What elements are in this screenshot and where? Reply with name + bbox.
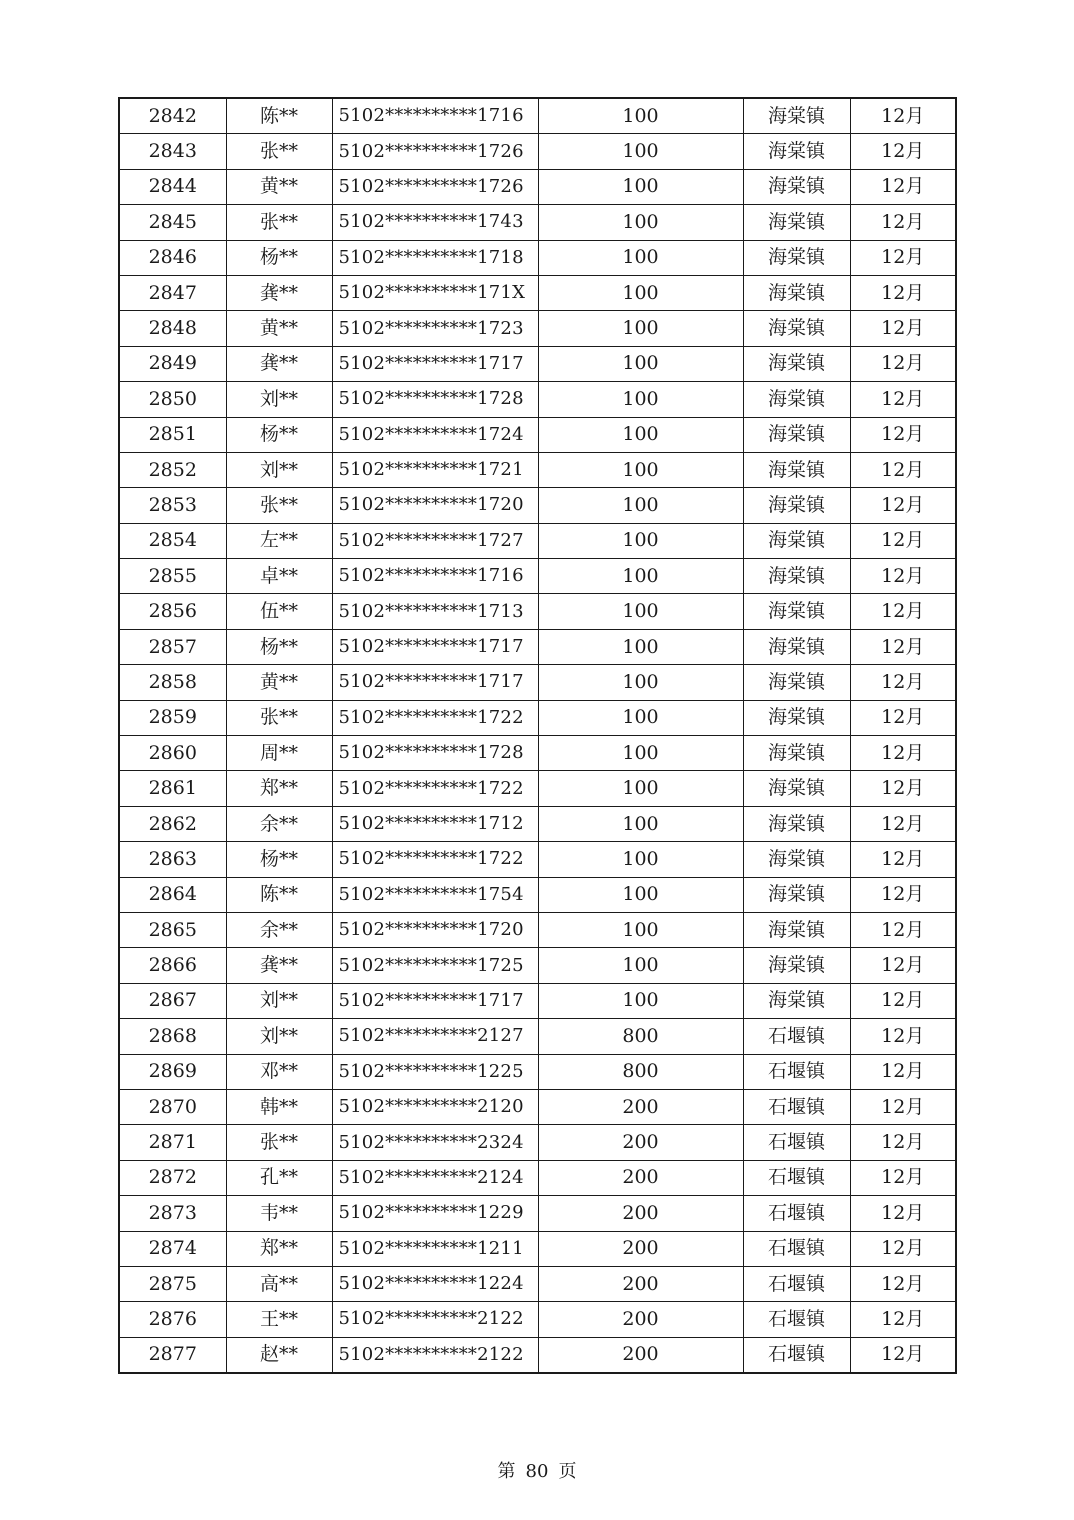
town-cell: 海棠镇 bbox=[743, 311, 850, 346]
name-cell: 高** bbox=[226, 1266, 332, 1301]
town-cell: 石堰镇 bbox=[743, 1019, 850, 1054]
month-cell: 12月 bbox=[850, 275, 956, 310]
month-cell: 12月 bbox=[850, 169, 956, 204]
id-number-cell: 5102**********1726 bbox=[332, 134, 538, 169]
table-row bbox=[119, 382, 956, 417]
amount-cell: 100 bbox=[538, 346, 743, 381]
serial-cell: 2844 bbox=[119, 169, 226, 204]
town-cell: 海棠镇 bbox=[743, 629, 850, 664]
serial-cell: 2850 bbox=[119, 382, 226, 417]
month-cell: 12月 bbox=[850, 912, 956, 947]
serial-cell: 2872 bbox=[119, 1160, 226, 1195]
table-row bbox=[119, 311, 956, 346]
table-row bbox=[119, 205, 956, 240]
month-cell: 12月 bbox=[850, 665, 956, 700]
name-cell: 周** bbox=[226, 736, 332, 771]
amount-cell: 100 bbox=[538, 629, 743, 664]
town-cell: 海棠镇 bbox=[743, 240, 850, 275]
id-number-cell: 5102**********1720 bbox=[332, 912, 538, 947]
serial-cell: 2847 bbox=[119, 275, 226, 310]
town-cell: 海棠镇 bbox=[743, 877, 850, 912]
town-cell: 石堰镇 bbox=[743, 1196, 850, 1231]
table-row bbox=[119, 346, 956, 381]
town-cell: 石堰镇 bbox=[743, 1160, 850, 1195]
town-cell: 海棠镇 bbox=[743, 134, 850, 169]
name-cell: 左** bbox=[226, 523, 332, 558]
serial-cell: 2854 bbox=[119, 523, 226, 558]
id-number-cell: 5102**********1743 bbox=[332, 205, 538, 240]
month-cell: 12月 bbox=[850, 488, 956, 523]
name-cell: 黄** bbox=[226, 169, 332, 204]
serial-cell: 2862 bbox=[119, 806, 226, 841]
town-cell: 海棠镇 bbox=[743, 842, 850, 877]
amount-cell: 100 bbox=[538, 275, 743, 310]
month-cell: 12月 bbox=[850, 806, 956, 841]
serial-cell: 2846 bbox=[119, 240, 226, 275]
name-cell: 张** bbox=[226, 205, 332, 240]
month-cell: 12月 bbox=[850, 382, 956, 417]
town-cell: 海棠镇 bbox=[743, 736, 850, 771]
amount-cell: 200 bbox=[538, 1302, 743, 1337]
name-cell: 伍** bbox=[226, 594, 332, 629]
id-number-cell: 5102**********1725 bbox=[332, 948, 538, 983]
town-cell: 石堰镇 bbox=[743, 1231, 850, 1266]
id-number-cell: 5102**********1717 bbox=[332, 665, 538, 700]
amount-cell: 100 bbox=[538, 382, 743, 417]
serial-cell: 2875 bbox=[119, 1266, 226, 1301]
id-number-cell: 5102**********2122 bbox=[332, 1302, 538, 1337]
amount-cell: 100 bbox=[538, 98, 743, 134]
name-cell: 张** bbox=[226, 700, 332, 735]
name-cell: 龚** bbox=[226, 948, 332, 983]
town-cell: 海棠镇 bbox=[743, 594, 850, 629]
id-number-cell: 5102**********1717 bbox=[332, 629, 538, 664]
town-cell: 海棠镇 bbox=[743, 417, 850, 452]
amount-cell: 100 bbox=[538, 771, 743, 806]
name-cell: 赵** bbox=[226, 1337, 332, 1373]
name-cell: 杨** bbox=[226, 417, 332, 452]
id-number-cell: 5102**********1723 bbox=[332, 311, 538, 346]
amount-cell: 200 bbox=[538, 1089, 743, 1124]
month-cell: 12月 bbox=[850, 1337, 956, 1373]
month-cell: 12月 bbox=[850, 1160, 956, 1195]
serial-cell: 2870 bbox=[119, 1089, 226, 1124]
amount-cell: 100 bbox=[538, 311, 743, 346]
amount-cell: 200 bbox=[538, 1231, 743, 1266]
amount-cell: 100 bbox=[538, 417, 743, 452]
name-cell: 韩** bbox=[226, 1089, 332, 1124]
amount-cell: 100 bbox=[538, 452, 743, 487]
name-cell: 孔** bbox=[226, 1160, 332, 1195]
town-cell: 石堰镇 bbox=[743, 1266, 850, 1301]
name-cell: 陈** bbox=[226, 98, 332, 134]
table-row bbox=[119, 417, 956, 452]
month-cell: 12月 bbox=[850, 629, 956, 664]
month-cell: 12月 bbox=[850, 983, 956, 1018]
month-cell: 12月 bbox=[850, 700, 956, 735]
serial-cell: 2861 bbox=[119, 771, 226, 806]
table-row bbox=[119, 1089, 956, 1124]
town-cell: 石堰镇 bbox=[743, 1089, 850, 1124]
table-row bbox=[119, 169, 956, 204]
month-cell: 12月 bbox=[850, 98, 956, 134]
amount-cell: 100 bbox=[538, 594, 743, 629]
amount-cell: 100 bbox=[538, 205, 743, 240]
id-number-cell: 5102**********1722 bbox=[332, 771, 538, 806]
town-cell: 海棠镇 bbox=[743, 169, 850, 204]
amount-cell: 100 bbox=[538, 806, 743, 841]
month-cell: 12月 bbox=[850, 877, 956, 912]
id-number-cell: 5102**********1716 bbox=[332, 98, 538, 134]
amount-cell: 200 bbox=[538, 1337, 743, 1373]
serial-cell: 2860 bbox=[119, 736, 226, 771]
serial-cell: 2874 bbox=[119, 1231, 226, 1266]
town-cell: 海棠镇 bbox=[743, 382, 850, 417]
month-cell: 12月 bbox=[850, 346, 956, 381]
amount-cell: 200 bbox=[538, 1160, 743, 1195]
amount-cell: 100 bbox=[538, 240, 743, 275]
serial-cell: 2873 bbox=[119, 1196, 226, 1231]
id-number-cell: 5102**********2127 bbox=[332, 1019, 538, 1054]
serial-cell: 2869 bbox=[119, 1054, 226, 1089]
name-cell: 郑** bbox=[226, 771, 332, 806]
table-row bbox=[119, 877, 956, 912]
table-row bbox=[119, 1054, 956, 1089]
serial-cell: 2864 bbox=[119, 877, 226, 912]
serial-cell: 2853 bbox=[119, 488, 226, 523]
name-cell: 黄** bbox=[226, 311, 332, 346]
id-number-cell: 5102**********1727 bbox=[332, 523, 538, 558]
serial-cell: 2876 bbox=[119, 1302, 226, 1337]
month-cell: 12月 bbox=[850, 1302, 956, 1337]
serial-cell: 2857 bbox=[119, 629, 226, 664]
table-row bbox=[119, 1196, 956, 1231]
id-number-cell: 5102**********2122 bbox=[332, 1337, 538, 1373]
name-cell: 张** bbox=[226, 134, 332, 169]
id-number-cell: 5102**********2120 bbox=[332, 1089, 538, 1124]
town-cell: 石堰镇 bbox=[743, 1302, 850, 1337]
serial-cell: 2877 bbox=[119, 1337, 226, 1373]
name-cell: 余** bbox=[226, 912, 332, 947]
name-cell: 刘** bbox=[226, 382, 332, 417]
table-row bbox=[119, 806, 956, 841]
id-number-cell: 5102**********1712 bbox=[332, 806, 538, 841]
table-row bbox=[119, 1019, 956, 1054]
table-row bbox=[119, 948, 956, 983]
id-number-cell: 5102**********1718 bbox=[332, 240, 538, 275]
month-cell: 12月 bbox=[850, 948, 956, 983]
name-cell: 龚** bbox=[226, 346, 332, 381]
town-cell: 石堰镇 bbox=[743, 1125, 850, 1160]
month-cell: 12月 bbox=[850, 1089, 956, 1124]
table-row bbox=[119, 488, 956, 523]
town-cell: 海棠镇 bbox=[743, 559, 850, 594]
id-number-cell: 5102**********2324 bbox=[332, 1125, 538, 1160]
amount-cell: 100 bbox=[538, 983, 743, 1018]
table-row bbox=[119, 523, 956, 558]
amount-cell: 100 bbox=[538, 912, 743, 947]
id-number-cell: 5102**********1717 bbox=[332, 346, 538, 381]
town-cell: 海棠镇 bbox=[743, 771, 850, 806]
records-table bbox=[118, 97, 957, 1374]
amount-cell: 800 bbox=[538, 1054, 743, 1089]
serial-cell: 2867 bbox=[119, 983, 226, 1018]
amount-cell: 200 bbox=[538, 1196, 743, 1231]
table-row bbox=[119, 275, 956, 310]
name-cell: 刘** bbox=[226, 452, 332, 487]
serial-cell: 2859 bbox=[119, 700, 226, 735]
id-number-cell: 5102**********1728 bbox=[332, 736, 538, 771]
month-cell: 12月 bbox=[850, 559, 956, 594]
town-cell: 海棠镇 bbox=[743, 806, 850, 841]
table-row bbox=[119, 665, 956, 700]
town-cell: 海棠镇 bbox=[743, 700, 850, 735]
records-table-body bbox=[119, 98, 956, 1373]
id-number-cell: 5102**********1229 bbox=[332, 1196, 538, 1231]
table-row bbox=[119, 240, 956, 275]
table-row bbox=[119, 771, 956, 806]
town-cell: 海棠镇 bbox=[743, 488, 850, 523]
month-cell: 12月 bbox=[850, 452, 956, 487]
name-cell: 余** bbox=[226, 806, 332, 841]
name-cell: 韦** bbox=[226, 1196, 332, 1231]
month-cell: 12月 bbox=[850, 771, 956, 806]
amount-cell: 100 bbox=[538, 948, 743, 983]
table-row bbox=[119, 98, 956, 134]
month-cell: 12月 bbox=[850, 1019, 956, 1054]
town-cell: 海棠镇 bbox=[743, 983, 850, 1018]
serial-cell: 2863 bbox=[119, 842, 226, 877]
town-cell: 海棠镇 bbox=[743, 665, 850, 700]
month-cell: 12月 bbox=[850, 736, 956, 771]
name-cell: 张** bbox=[226, 1125, 332, 1160]
name-cell: 杨** bbox=[226, 842, 332, 877]
month-cell: 12月 bbox=[850, 842, 956, 877]
id-number-cell: 5102**********171X bbox=[332, 275, 538, 310]
month-cell: 12月 bbox=[850, 240, 956, 275]
amount-cell: 200 bbox=[538, 1125, 743, 1160]
id-number-cell: 5102**********1713 bbox=[332, 594, 538, 629]
town-cell: 海棠镇 bbox=[743, 948, 850, 983]
month-cell: 12月 bbox=[850, 1266, 956, 1301]
serial-cell: 2843 bbox=[119, 134, 226, 169]
name-cell: 杨** bbox=[226, 629, 332, 664]
amount-cell: 100 bbox=[538, 134, 743, 169]
name-cell: 王** bbox=[226, 1302, 332, 1337]
id-number-cell: 5102**********1211 bbox=[332, 1231, 538, 1266]
town-cell: 石堰镇 bbox=[743, 1337, 850, 1373]
id-number-cell: 5102**********1728 bbox=[332, 382, 538, 417]
name-cell: 刘** bbox=[226, 983, 332, 1018]
town-cell: 海棠镇 bbox=[743, 275, 850, 310]
table-row bbox=[119, 1266, 956, 1301]
serial-cell: 2855 bbox=[119, 559, 226, 594]
amount-cell: 200 bbox=[538, 1266, 743, 1301]
town-cell: 海棠镇 bbox=[743, 98, 850, 134]
footer-prefix: 第 bbox=[497, 1461, 516, 1482]
page-footer bbox=[0, 1457, 1074, 1483]
name-cell: 黄** bbox=[226, 665, 332, 700]
name-cell: 杨** bbox=[226, 240, 332, 275]
month-cell: 12月 bbox=[850, 1125, 956, 1160]
table-row bbox=[119, 700, 956, 735]
id-number-cell: 5102**********1724 bbox=[332, 417, 538, 452]
id-number-cell: 5102**********1754 bbox=[332, 877, 538, 912]
page-number: 80 bbox=[525, 1461, 549, 1482]
month-cell: 12月 bbox=[850, 205, 956, 240]
month-cell: 12月 bbox=[850, 1054, 956, 1089]
serial-cell: 2851 bbox=[119, 417, 226, 452]
table-row bbox=[119, 1160, 956, 1195]
month-cell: 12月 bbox=[850, 1231, 956, 1266]
serial-cell: 2852 bbox=[119, 452, 226, 487]
table-row bbox=[119, 1231, 956, 1266]
amount-cell: 100 bbox=[538, 736, 743, 771]
serial-cell: 2848 bbox=[119, 311, 226, 346]
id-number-cell: 5102**********1717 bbox=[332, 983, 538, 1018]
month-cell: 12月 bbox=[850, 311, 956, 346]
table-row bbox=[119, 594, 956, 629]
serial-cell: 2868 bbox=[119, 1019, 226, 1054]
name-cell: 卓** bbox=[226, 559, 332, 594]
table-row bbox=[119, 842, 956, 877]
serial-cell: 2866 bbox=[119, 948, 226, 983]
id-number-cell: 5102**********1716 bbox=[332, 559, 538, 594]
serial-cell: 2865 bbox=[119, 912, 226, 947]
id-number-cell: 5102**********1225 bbox=[332, 1054, 538, 1089]
serial-cell: 2856 bbox=[119, 594, 226, 629]
footer-suffix: 页 bbox=[558, 1461, 577, 1482]
name-cell: 张** bbox=[226, 488, 332, 523]
table-row bbox=[119, 452, 956, 487]
month-cell: 12月 bbox=[850, 594, 956, 629]
amount-cell: 100 bbox=[538, 877, 743, 912]
table-row bbox=[119, 736, 956, 771]
month-cell: 12月 bbox=[850, 1196, 956, 1231]
id-number-cell: 5102**********1722 bbox=[332, 842, 538, 877]
serial-cell: 2858 bbox=[119, 665, 226, 700]
table-row bbox=[119, 559, 956, 594]
table-row bbox=[119, 912, 956, 947]
name-cell: 刘** bbox=[226, 1019, 332, 1054]
id-number-cell: 5102**********1720 bbox=[332, 488, 538, 523]
table-row bbox=[119, 1337, 956, 1373]
month-cell: 12月 bbox=[850, 417, 956, 452]
serial-cell: 2842 bbox=[119, 98, 226, 134]
name-cell: 邓** bbox=[226, 1054, 332, 1089]
town-cell: 海棠镇 bbox=[743, 452, 850, 487]
town-cell: 海棠镇 bbox=[743, 205, 850, 240]
id-number-cell: 5102**********1726 bbox=[332, 169, 538, 204]
table-row bbox=[119, 629, 956, 664]
table-row bbox=[119, 983, 956, 1018]
amount-cell: 100 bbox=[538, 700, 743, 735]
table-row bbox=[119, 134, 956, 169]
serial-cell: 2845 bbox=[119, 205, 226, 240]
id-number-cell: 5102**********1722 bbox=[332, 700, 538, 735]
month-cell: 12月 bbox=[850, 523, 956, 558]
id-number-cell: 5102**********2124 bbox=[332, 1160, 538, 1195]
amount-cell: 100 bbox=[538, 559, 743, 594]
serial-cell: 2849 bbox=[119, 346, 226, 381]
name-cell: 陈** bbox=[226, 877, 332, 912]
town-cell: 海棠镇 bbox=[743, 912, 850, 947]
town-cell: 海棠镇 bbox=[743, 523, 850, 558]
name-cell: 龚** bbox=[226, 275, 332, 310]
table-row bbox=[119, 1302, 956, 1337]
month-cell: 12月 bbox=[850, 134, 956, 169]
table-row bbox=[119, 1125, 956, 1160]
town-cell: 石堰镇 bbox=[743, 1054, 850, 1089]
amount-cell: 800 bbox=[538, 1019, 743, 1054]
amount-cell: 100 bbox=[538, 169, 743, 204]
amount-cell: 100 bbox=[538, 842, 743, 877]
name-cell: 郑** bbox=[226, 1231, 332, 1266]
amount-cell: 100 bbox=[538, 665, 743, 700]
id-number-cell: 5102**********1721 bbox=[332, 452, 538, 487]
serial-cell: 2871 bbox=[119, 1125, 226, 1160]
amount-cell: 100 bbox=[538, 488, 743, 523]
amount-cell: 100 bbox=[538, 523, 743, 558]
town-cell: 海棠镇 bbox=[743, 346, 850, 381]
id-number-cell: 5102**********1224 bbox=[332, 1266, 538, 1301]
